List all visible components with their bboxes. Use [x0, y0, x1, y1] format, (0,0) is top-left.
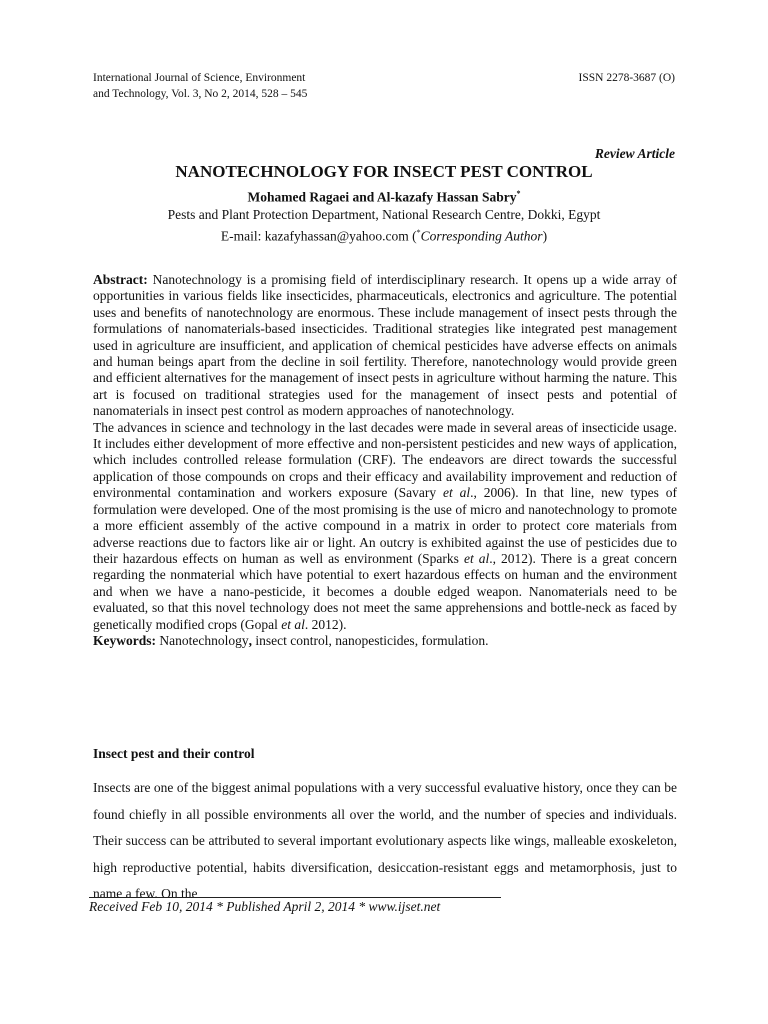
abstract-label: Abstract: — [93, 272, 148, 287]
email-line — [0, 224, 768, 246]
paper-title: NANOTECHNOLOGY FOR INSECT PEST CONTROL — [175, 162, 593, 181]
abstract-text: Nanotechnology is a promising field of interdisciplinary research. It opens up a wide array of opportunities in various fields like insecticides, pharmaceuticals, electronics and agriculture. The potential uses and benefits of nanotechnology are enormous. These include management of insect pests through the formulations of nanomaterials-based insecticides. Traditional strategies like integrated pest management used in agriculture are insufficient, and application of chemical pesticides have adverse effects on animals and human beings apart from the decline in soil fertility. Therefore, nanotechnology would provide green and efficient alternatives for the management of insect pests in agriculture without harming the nature. This art is focused on traditional strategies used for the management of insect pests and potential of nanomaterials in insect pest control as modern approaches of nanotechnology. — [93, 272, 677, 419]
abstract — [93, 272, 677, 649]
abstract-p2-text-3: ., 2012). There is a great concern regarding the nonmaterial which have potential to exert hazardous effects on human and the environment and when we have a nano-pesticide, it becomes a double edged weapon. Nanomaterials need to be evaluated, so that this novel technology does not meet the same apprehensions and bottle-neck as faced by genetically modified crops (Gopal — [93, 550, 677, 632]
authors — [0, 189, 768, 206]
issn: ISSN 2278-3687 (O) — [578, 72, 675, 84]
keywords-rest: insect control, nanopesticides, formulation. — [251, 632, 489, 648]
keywords-first: Nanotechnology — [156, 632, 249, 648]
author-names: Mohamed Ragaei and Al-kazafy Hassan Sabry — [247, 189, 517, 205]
keywords — [93, 633, 677, 649]
journal-citation — [93, 70, 307, 102]
footer-received: Received Feb 10, 2014 * Published April 2, 2014 * www.ijset.net — [89, 897, 501, 915]
affiliation: Pests and Plant Protection Department, National Research Centre, Dokki, Egypt — [167, 207, 601, 222]
journal-line-2: and Technology, Vol. 3, No 2, 2014, 528 – 545 — [93, 88, 308, 100]
abstract-p2-etal-2: et al — [463, 550, 490, 566]
abstract-p2-text-1: The advances in science and technology in the last decades were made in several areas of insecticide usage. It includes either development of more effective and non-persistent pesticides and new ways of application, which includes controlled release formulation (CRF). The endeavors are direct towards the successful application of those compounds on crops and their efficacy and availability improvement and reduction of environmental contamination and workers exposure (Savary — [93, 419, 677, 501]
journal-line-1: International Journal of Science, Environment — [93, 72, 306, 84]
section-heading: Insect pest and their control — [93, 746, 255, 761]
abstract-paragraph-1 — [93, 272, 677, 420]
abstract-p2-etal-3: et al — [281, 616, 305, 632]
article-type: Review Article — [594, 146, 675, 161]
affiliation-block — [0, 206, 768, 246]
abstract-p2-etal-1: et al — [443, 485, 471, 501]
abstract-paragraph-2 — [93, 420, 677, 633]
corresponding-mark: * — [516, 189, 521, 198]
email-text: E-mail: kazafyhassan@yahoo.com ( — [220, 228, 417, 244]
email-suffix: ) — [542, 228, 548, 244]
section-body: Insects are one of the biggest animal populations with a very successful evaluative history, once they can be found chiefly in all possible environments all over the world, and the number of species and individuals. Their success can be attributed to several important evolutionary aspects like wings, malleable exoskeleton, high reproductive potential, habits diversification, desiccation-resistant eggs and metamorphosis, just to name a few. On the — [93, 780, 677, 902]
email-mark: * — [416, 228, 421, 237]
abstract-p2-text-2: ., 2006). In that line, new types of formulation were developed. One of the most promising is the use of micro and nanotechnology to promote a more efficient assembly of the active compound in a matrix in order to protect core materials from adverse reactions due to factors like air or light. An outcry is exhibited against the use of pesticides due to their hazardous effects on human as well as environment (Sparks — [93, 485, 677, 566]
corresponding-note: Corresponding Author — [420, 228, 543, 244]
keywords-comma: , — [248, 632, 252, 648]
abstract-p2-text-4: . 2012). — [304, 616, 347, 632]
keywords-label: Keywords: — [93, 632, 156, 648]
